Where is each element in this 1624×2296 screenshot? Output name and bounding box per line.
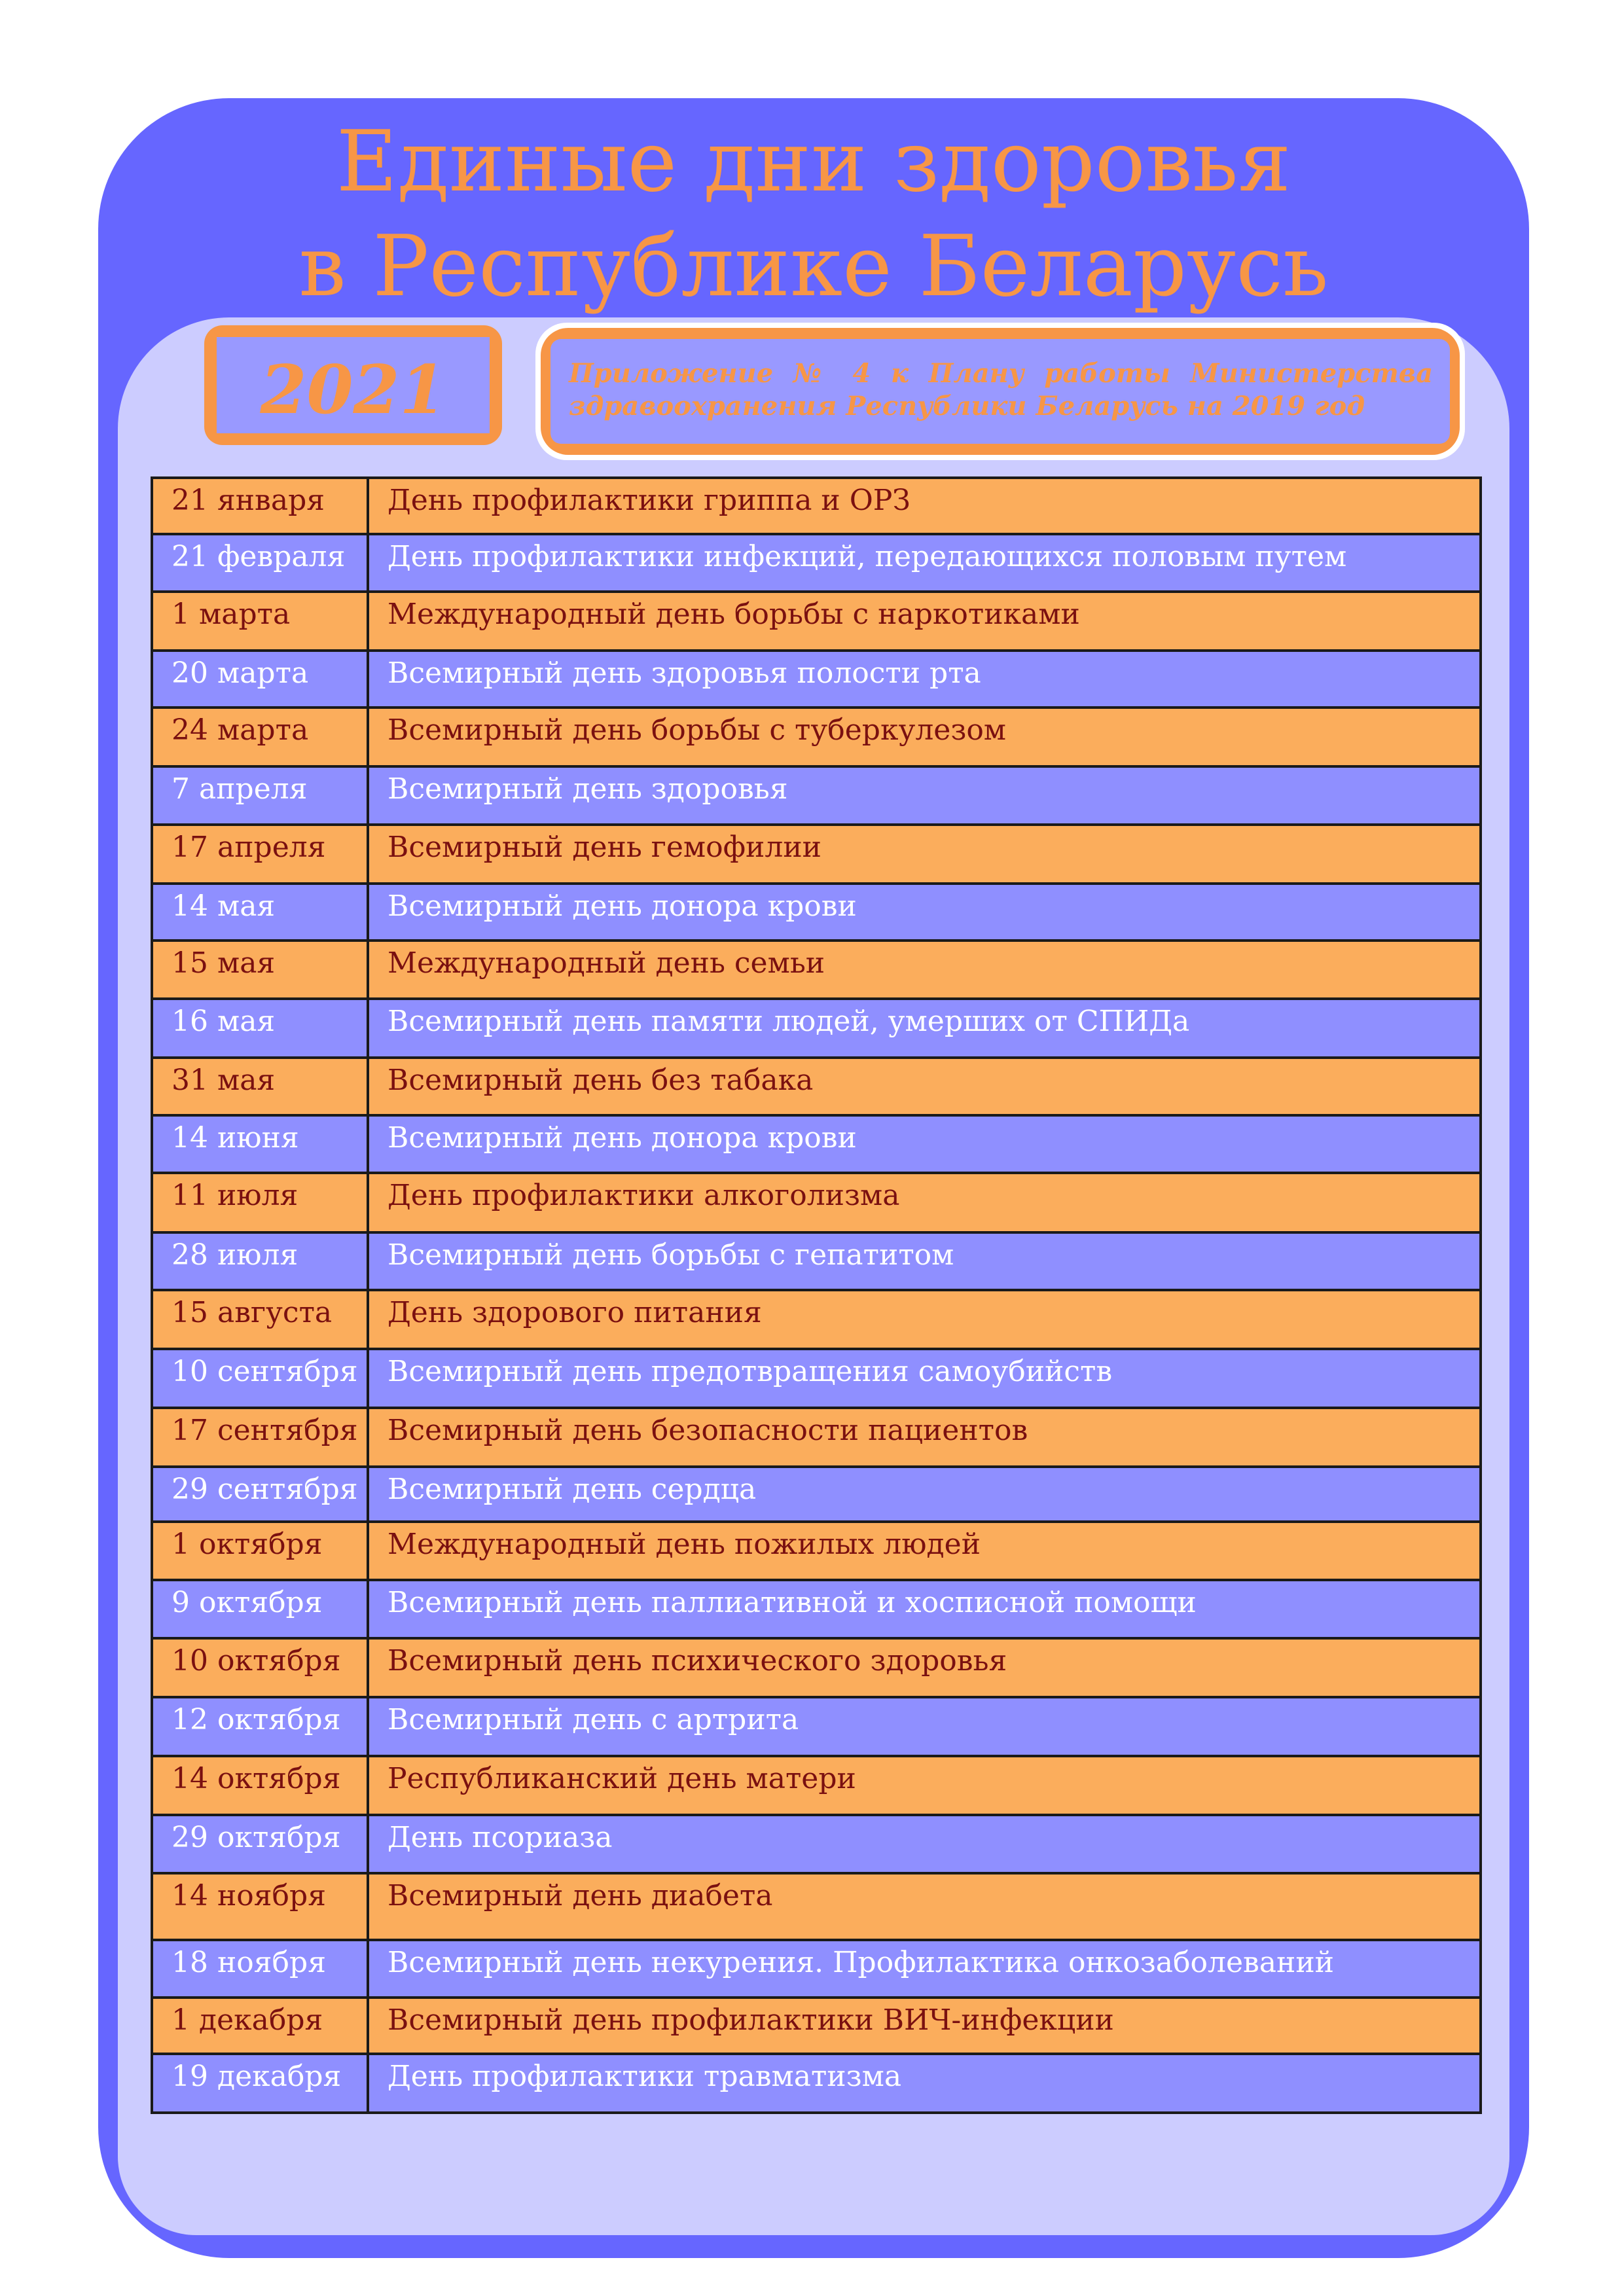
table-row: [152, 1290, 1481, 1349]
table-row: [152, 1815, 1481, 1873]
year-badge: [204, 325, 502, 445]
table-row: [152, 1580, 1481, 1638]
table-row: [152, 1349, 1481, 1408]
table-row: [152, 534, 1481, 592]
table-row: [152, 999, 1481, 1058]
table-row: [152, 708, 1481, 766]
event-name: Всемирный день борьбы с гепатитом: [368, 1232, 1481, 1290]
event-name: Всемирный день донора крови: [368, 884, 1481, 941]
event-name: Всемирный день гемофилии: [368, 825, 1481, 884]
table-row: [152, 1058, 1481, 1115]
table-row: [152, 651, 1481, 708]
event-date: 15 августа: [152, 1290, 368, 1349]
event-name: Всемирный день некурения. Профилактика онкозаболеваний: [368, 1940, 1481, 1998]
table-row: [152, 1408, 1481, 1467]
event-date: 9 октября: [152, 1580, 368, 1638]
event-name: Всемирный день психического здоровья: [368, 1638, 1481, 1697]
table-row: [152, 478, 1481, 534]
table-row: [152, 1940, 1481, 1998]
appendix-note-inner: [550, 339, 1450, 444]
title-line-1: Единые дни здоровья: [336, 113, 1291, 211]
event-date: 10 октября: [152, 1638, 368, 1697]
event-date: 24 марта: [152, 708, 368, 766]
table-row: [152, 884, 1481, 941]
event-date: 14 ноября: [152, 1873, 368, 1940]
table-row: [152, 1998, 1481, 2054]
event-date: 21 февраля: [152, 534, 368, 592]
event-date: 7 апреля: [152, 766, 368, 825]
event-date: 19 декабря: [152, 2054, 368, 2113]
event-date: 21 января: [152, 478, 368, 534]
year-label: 2021: [260, 350, 446, 429]
event-name: День профилактики алкоголизма: [368, 1173, 1481, 1232]
event-name: Всемирный день предотвращения самоубийств: [368, 1349, 1481, 1408]
appendix-note-line-2: здравоохранения Республики Беларусь на 2019 год: [569, 391, 1365, 422]
event-date: 29 октября: [152, 1815, 368, 1873]
year-badge-inner: [217, 337, 490, 433]
event-date: 14 июня: [152, 1115, 368, 1173]
event-name: Всемирный день безопасности пациентов: [368, 1408, 1481, 1467]
event-name: Республиканский день матери: [368, 1756, 1481, 1815]
event-date: 10 сентября: [152, 1349, 368, 1408]
table-row: [152, 1173, 1481, 1232]
event-date: 1 марта: [152, 592, 368, 651]
table-row: [152, 592, 1481, 651]
event-date: 29 сентября: [152, 1467, 368, 1522]
event-name: Всемирный день памяти людей, умерших от СПИДа: [368, 999, 1481, 1058]
appendix-note-border: [541, 328, 1460, 455]
event-name: Всемирный день здоровья: [368, 766, 1481, 825]
table-row: [152, 1697, 1481, 1756]
table-row: [152, 825, 1481, 884]
event-date: 11 июля: [152, 1173, 368, 1232]
event-name: Всемирный день паллиативной и хосписной помощи: [368, 1580, 1481, 1638]
event-date: 28 июля: [152, 1232, 368, 1290]
health-days-table: [151, 476, 1482, 2114]
event-date: 17 апреля: [152, 825, 368, 884]
event-name: Всемирный день без табака: [368, 1058, 1481, 1115]
event-name: Всемирный день здоровья полости рта: [368, 651, 1481, 708]
table-row: [152, 1232, 1481, 1290]
event-date: 17 сентября: [152, 1408, 368, 1467]
event-name: Всемирный день профилактики ВИЧ-инфекции: [368, 1998, 1481, 2054]
table-row: [152, 1756, 1481, 1815]
event-date: 16 мая: [152, 999, 368, 1058]
event-date: 12 октября: [152, 1697, 368, 1756]
event-name: День профилактики травматизма: [368, 2054, 1481, 2113]
event-date: 20 марта: [152, 651, 368, 708]
health-days-table-body: [152, 478, 1481, 2113]
event-name: Международный день пожилых людей: [368, 1522, 1481, 1580]
table-row: [152, 2054, 1481, 2113]
event-date: 14 октября: [152, 1756, 368, 1815]
table-row: [152, 1638, 1481, 1697]
event-name: День здорового питания: [368, 1290, 1481, 1349]
event-date: 15 мая: [152, 941, 368, 999]
table-row: [152, 1873, 1481, 1940]
appendix-note-text: [569, 357, 1433, 423]
table-row: [152, 1467, 1481, 1522]
event-date: 18 ноября: [152, 1940, 368, 1998]
event-name: День профилактики инфекций, передающихся половым путем: [368, 534, 1481, 592]
event-date: 1 декабря: [152, 1998, 368, 2054]
table-row: [152, 941, 1481, 999]
event-date: 1 октября: [152, 1522, 368, 1580]
event-name: Всемирный день с артрита: [368, 1697, 1481, 1756]
event-date: 31 мая: [152, 1058, 368, 1115]
event-date: 14 мая: [152, 884, 368, 941]
event-name: Международный день семьи: [368, 941, 1481, 999]
event-name: Всемирный день борьбы с туберкулезом: [368, 708, 1481, 766]
event-name: День профилактики гриппа и ОРЗ: [368, 478, 1481, 534]
event-name: Международный день борьбы с наркотиками: [368, 592, 1481, 651]
table-row: [152, 1522, 1481, 1580]
table-row: [152, 1115, 1481, 1173]
page-title: [98, 110, 1529, 319]
appendix-note-line-1: Приложение № 4 к Плану работы Министерства: [569, 358, 1433, 389]
appendix-note: [535, 323, 1465, 460]
event-name: День псориаза: [368, 1815, 1481, 1873]
event-name: Всемирный день сердца: [368, 1467, 1481, 1522]
title-line-2: в Республике Беларусь: [298, 218, 1329, 315]
event-name: Всемирный день диабета: [368, 1873, 1481, 1940]
event-name: Всемирный день донора крови: [368, 1115, 1481, 1173]
table-row: [152, 766, 1481, 825]
